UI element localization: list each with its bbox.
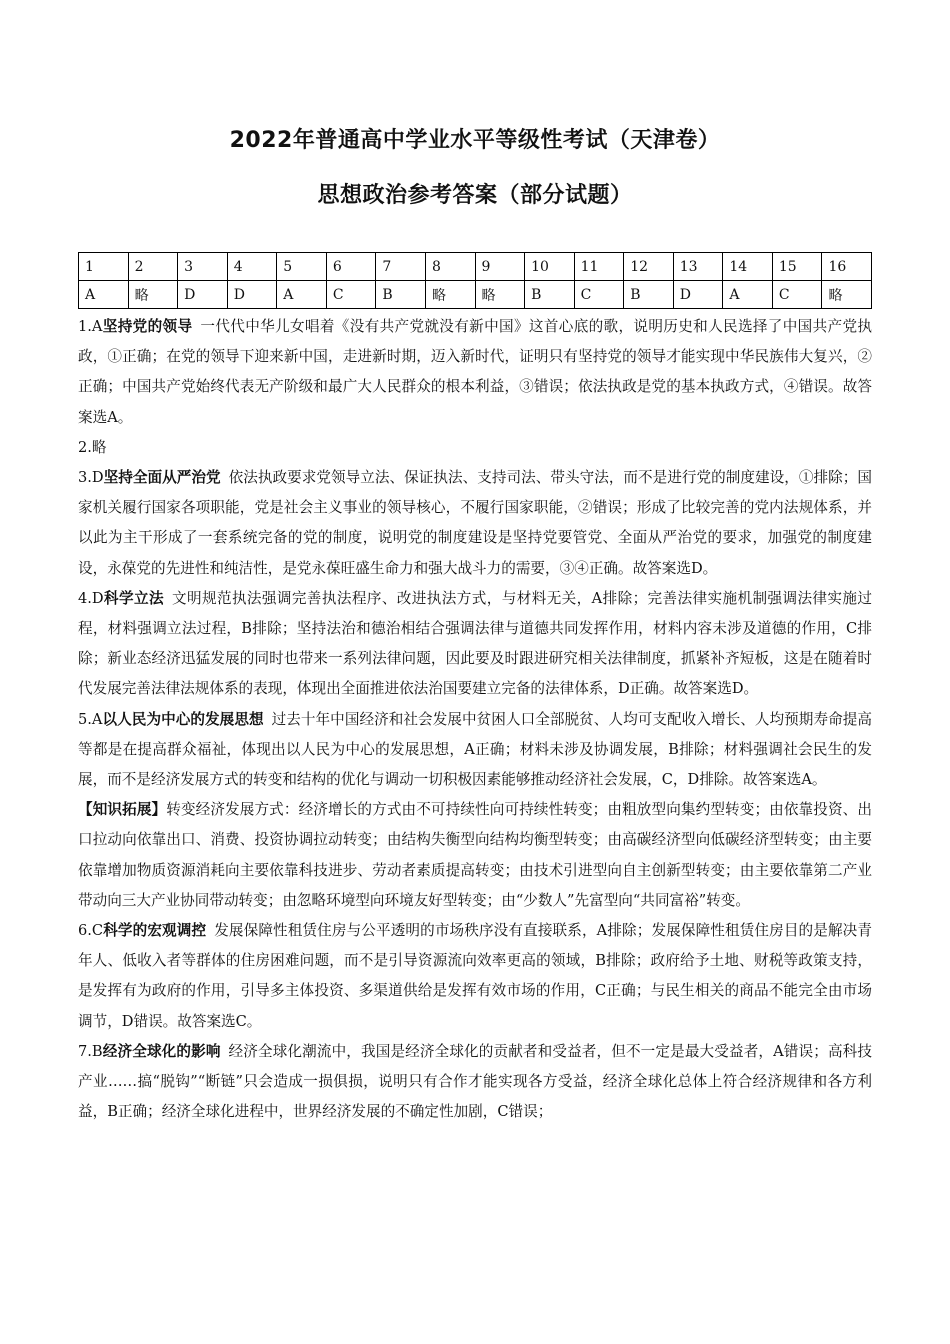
explanation-item-6 [78,916,872,1037]
item-prefix: 【知识拓展】 [78,801,167,819]
question-number-cell: 13 [673,253,723,281]
item-text: 依法执政要求党领导立法、保证执法、支持司法、带头守法，而不是进行党的制度建设，①排除；国家机关履行国家各项职能，党是社会主义事业的领导核心，不履行国家职能，②错误；形成了比较完善的党内法规体系，并以此为主干形成了一套系统完备的党的制度，说明党的制度建设是坚持党要管党、全面从严治党的要求，加强党的制度建设，永葆党的先进性和纯洁性，是党永葆旺盛生命力和强大战斗力的需要，③④正确。故答案选D。 [78,469,872,577]
answer-table-number-row [79,253,872,281]
item-keypoint: 坚持全面从严治党 [103,469,221,487]
question-number-cell: 12 [624,253,674,281]
item-keypoint: 科学的宏观调控 [103,922,207,940]
item-prefix: 3.D [78,469,104,487]
question-number-cell: 7 [376,253,426,281]
answer-cell: 略 [128,281,178,309]
answer-cell: C [772,281,822,309]
item-text: 发展保障性租赁住房与公平透明的市场秩序没有直接联系，A排除；发展保障性租赁住房目的是解决青年人、低收入者等群体的住房困难问题，而不是引导资源流向效率更高的领域，B排除；政府给予土地、财税等政策支持，是发挥有为政府的作用，引导多主体投资、多渠道供给是发挥有效市场的作用，C正确；与民生相关的商品不能完全由市场调节，D错误。故答案选C。 [78,922,872,1030]
explanation-item-4 [78,584,872,705]
document-subtitle: 思想政治参考答案（部分试题） [317,183,633,208]
answer-cell: A [723,281,773,309]
knowledge-extension [78,795,872,916]
item-text: 文明规范执法强调完善执法程序、改进执法方式，与材料无关，A排除；完善法律实施机制强调法律实施过程，材料强调立法过程，B排除；坚持法治和德治相结合强调法律与道德共同发挥作用，材料内容未涉及道德的作用，C排除；新业态经济迅猛发展的同时也带来一系列法律问题，因此要及时跟进研究相关法律制度，抓紧补齐短板，这是在随着时代发展完善法律法规体系的表现，体现出全面推进依法治国要建立完备的法律体系，D正确。故答案选D。 [78,589,872,698]
question-number-cell: 2 [128,253,178,281]
answer-cell: 略 [425,281,475,309]
answer-cell: B [376,281,426,309]
item-prefix: 5.A [78,710,103,728]
answer-cell: D [227,281,277,309]
item-text: 一代代中华儿女唱着《没有共产党就没有新中国》这首心底的歌，说明历史和人民选择了中国共产党执政，①正确；在党的领导下迎来新中国，走进新时期，迈入新时代，证明只有坚持党的领导才能实现中华民族伟大复兴，②正确；中国共产党始终代表无产阶级和最广大人民群众的根本利益，③错误；依法执政是党的基本执政方式，④错误。故答案选A。 [78,318,872,426]
item-prefix: 2.略 [78,438,107,456]
document-title: 2022年普通高中学业水平等级性考试（天津卷） [229,128,721,153]
question-number-cell: 10 [525,253,575,281]
question-number-cell: 14 [723,253,773,281]
answer-table-answer-row [79,281,872,309]
item-keypoint: 经济全球化的影响 [102,1042,221,1060]
item-keypoint: 以人民为中心的发展思想 [102,710,264,728]
item-text: 过去十年中国经济和社会发展中贫困人口全部脱贫、人均可支配收入增长、人均预期寿命提高等都是在提高群众福祉，体现出以人民为中心的发展思想，A正确；材料未涉及协调发展，B排除；材料强调社会民生的发展，而不是经济发展方式的转变和结构的优化与调动一切积极因素能够推动经济社会发展，C，D排除。故答案选A。 [78,710,872,789]
explanation-item-1 [78,312,872,433]
answer-cell: 略 [822,281,872,309]
item-prefix: 6.C [78,922,104,940]
question-number-cell: 1 [79,253,129,281]
question-number-cell: 8 [425,253,475,281]
explanation-item-5 [78,705,872,796]
item-text: 经济全球化潮流中，我国是经济全球化的贡献者和受益者，但不一定是最大受益者，A错误；高科技产业……搞“脱钩”“断链”只会造成一损俱损，说明只有合作才能实现各方受益，经济全球化总体上符合经济规律和各方利益，B正确；经济全球化进程中，世界经济发展的不确定性加剧，C错误； [78,1042,872,1121]
question-number-cell: 3 [178,253,228,281]
question-number-cell: 5 [277,253,327,281]
answer-cell: D [673,281,723,309]
answer-cell: B [624,281,674,309]
question-number-cell: 11 [574,253,624,281]
answer-explanations [78,312,872,1127]
question-number-cell: 9 [475,253,525,281]
answer-cell: D [178,281,228,309]
answer-cell: A [79,281,129,309]
explanation-item-2 [78,433,872,463]
question-number-cell: 15 [772,253,822,281]
explanation-item-3 [78,463,872,584]
item-text: 转变经济发展方式：经济增长的方式由不可持续性向可持续性转变；由粗放型向集约型转变；由依靠投资、出口拉动向依靠出口、消费、投资协调拉动转变；由结构失衡型向结构均衡型转变；由高碳经济型向低碳经济型转变；由主要依靠增加物质资源消耗向主要依靠科技进步、劳动者素质提高转变；由技术引进型向自主创新型转变；由主要依靠第二产业带动向三大产业协同带动转变；由忽略环境型向环境友好型转变；由“少数人”先富型向“共同富裕”转变。 [78,801,872,909]
answer-cell: C [574,281,624,309]
answer-cell: B [525,281,575,309]
answer-table [78,252,872,309]
question-number-cell: 16 [822,253,872,281]
question-number-cell: 6 [326,253,376,281]
item-keypoint: 坚持党的领导 [102,318,193,335]
item-keypoint: 科学立法 [103,589,164,607]
answer-cell: C [326,281,376,309]
answer-cell: 略 [475,281,525,309]
item-prefix: 1.A [78,318,103,335]
item-prefix: 7.B [78,1042,103,1060]
question-number-cell: 4 [227,253,277,281]
item-prefix: 4.D [78,589,104,607]
explanation-item-7 [78,1037,872,1128]
answer-cell: A [277,281,327,309]
